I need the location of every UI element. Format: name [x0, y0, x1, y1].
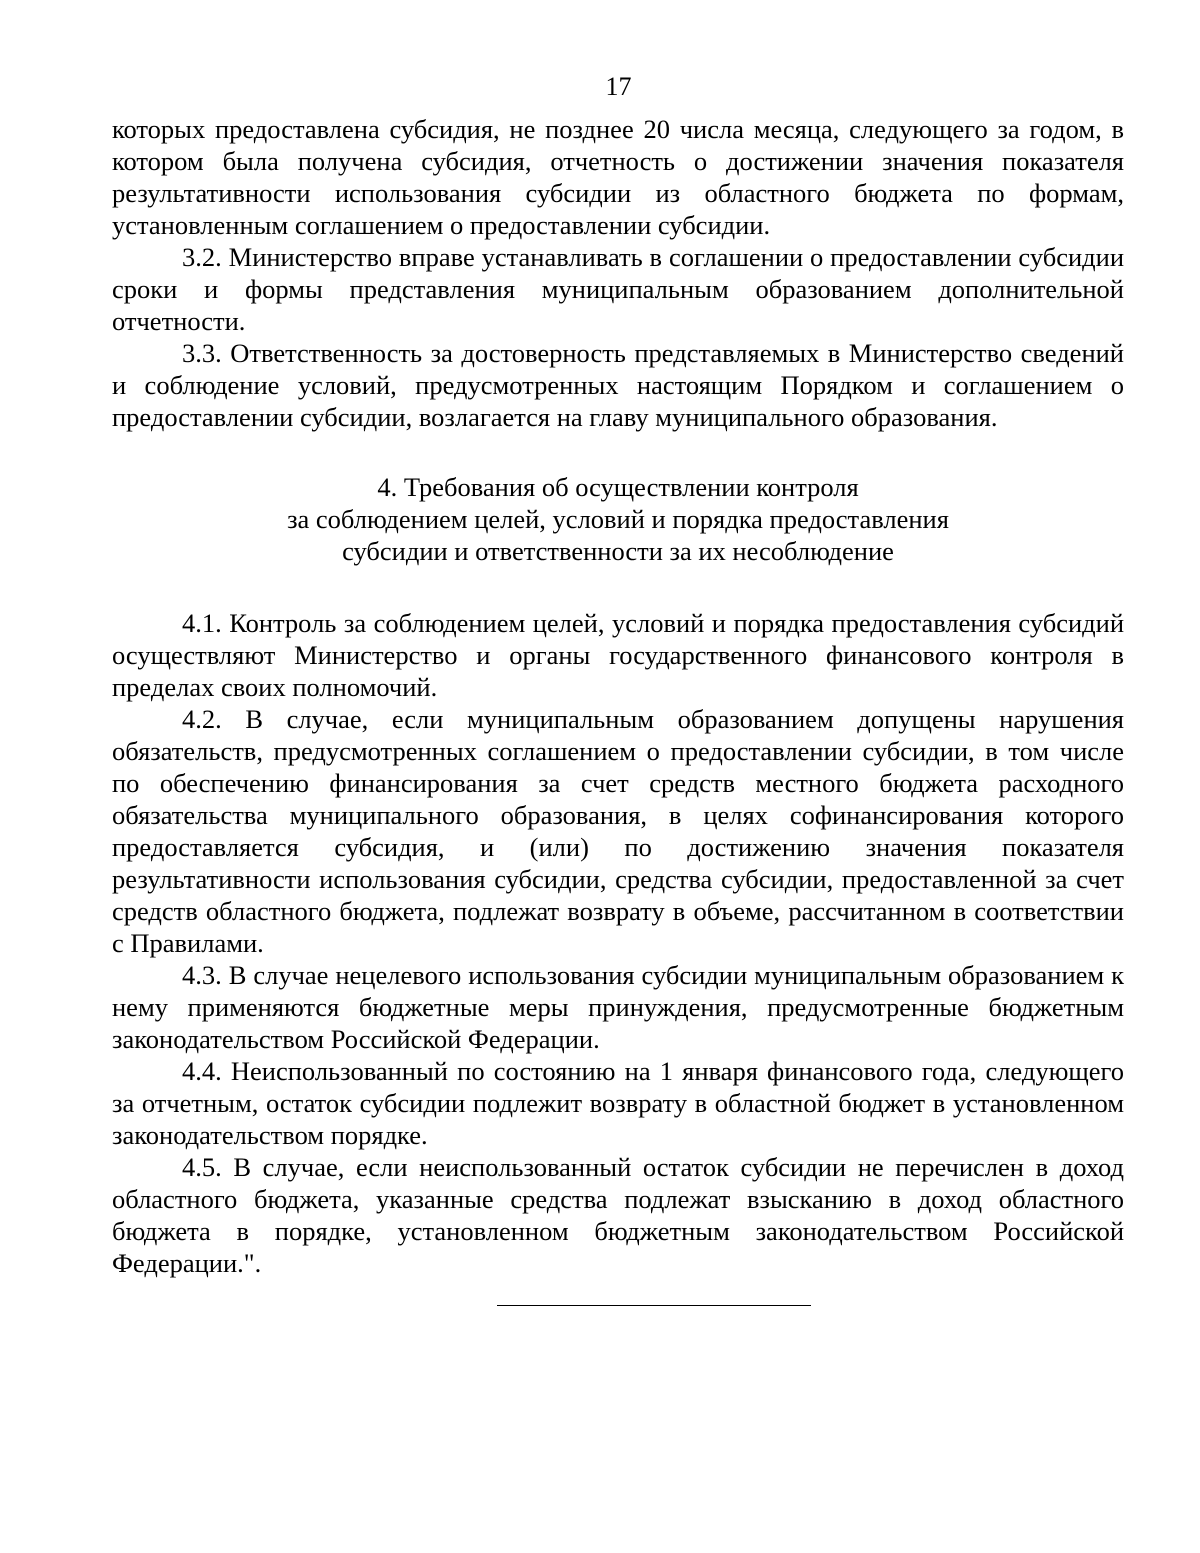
paragraph-3-3: 3.3. Ответственность за достоверность представляемых в Министерство сведений и соблюдение условий, предусмотренных настоящим Порядком и соглашением о предоставлении субсидии, возлагается на главу муниципального образования. — [112, 338, 1124, 432]
section-4-heading-line-2: за соблюдением целей, условий и порядка предоставления — [287, 504, 949, 534]
document-body — [112, 113, 1124, 1279]
paragraph-4-2: 4.2. В случае, если муниципальным образованием допущены нарушения обязательств, предусмотренных соглашением о предоставлении субсидии, в том числе по обеспечению финансирования за счет средств местного бюджета расходного обязательства муниципального образования, в целях софинансирования которого предоставляется субсидия, и (или) по достижению значения показателя результативности использования субсидии, средства субсидии, предоставленной за счет средств областного бюджета, подлежат возврату в объеме, рассчитанном в соответствии с Правилами. — [112, 704, 1124, 958]
section-4-heading-line-3: субсидии и ответственности за их несоблюдение — [342, 536, 894, 566]
paragraph-4-1: 4.1. Контроль за соблюдением целей, условий и порядка предоставления субсидий осуществляют Министерство и органы государственного финансового контроля в пределах своих полномочий. — [112, 608, 1124, 702]
paragraph-4-4: 4.4. Неиспользованный по состоянию на 1 января финансового года, следующего за отчетным, остаток субсидии подлежит возврату в областной бюджет в установленном законодательством порядке. — [112, 1056, 1124, 1150]
end-of-document-rule — [497, 1305, 811, 1306]
continued-paragraph: которых предоставлена субсидия, не позднее 20 числа месяца, следующего за годом, в котором была получена субсидия, отчетность о достижении значения показателя результативности использования субсидии из областного бюджета по формам, установленным соглашением о предоставлении субсидии. — [112, 114, 1124, 240]
paragraph-4-3: 4.3. В случае нецелевого использования субсидии муниципальным образованием к нему применяются бюджетные меры принуждения, предусмотренные бюджетным законодательством Российской Федерации. — [112, 960, 1124, 1054]
section-4-heading-line-1: 4. Требования об осуществлении контроля — [377, 472, 859, 502]
paragraph-4-5: 4.5. В случае, если неиспользованный остаток субсидии не перечислен в доход областного бюджета, указанные средства подлежат взысканию в доход областного бюджета в порядке, установленном бюджетным законодательством Российской Федерации.". — [112, 1152, 1124, 1278]
paragraph-3-2: 3.2. Министерство вправе устанавливать в соглашении о предоставлении субсидии сроки и формы представления муниципальным образованием дополнительной отчетности. — [112, 242, 1124, 336]
page-number: 17 — [605, 72, 632, 101]
section-4-heading — [112, 471, 1124, 567]
